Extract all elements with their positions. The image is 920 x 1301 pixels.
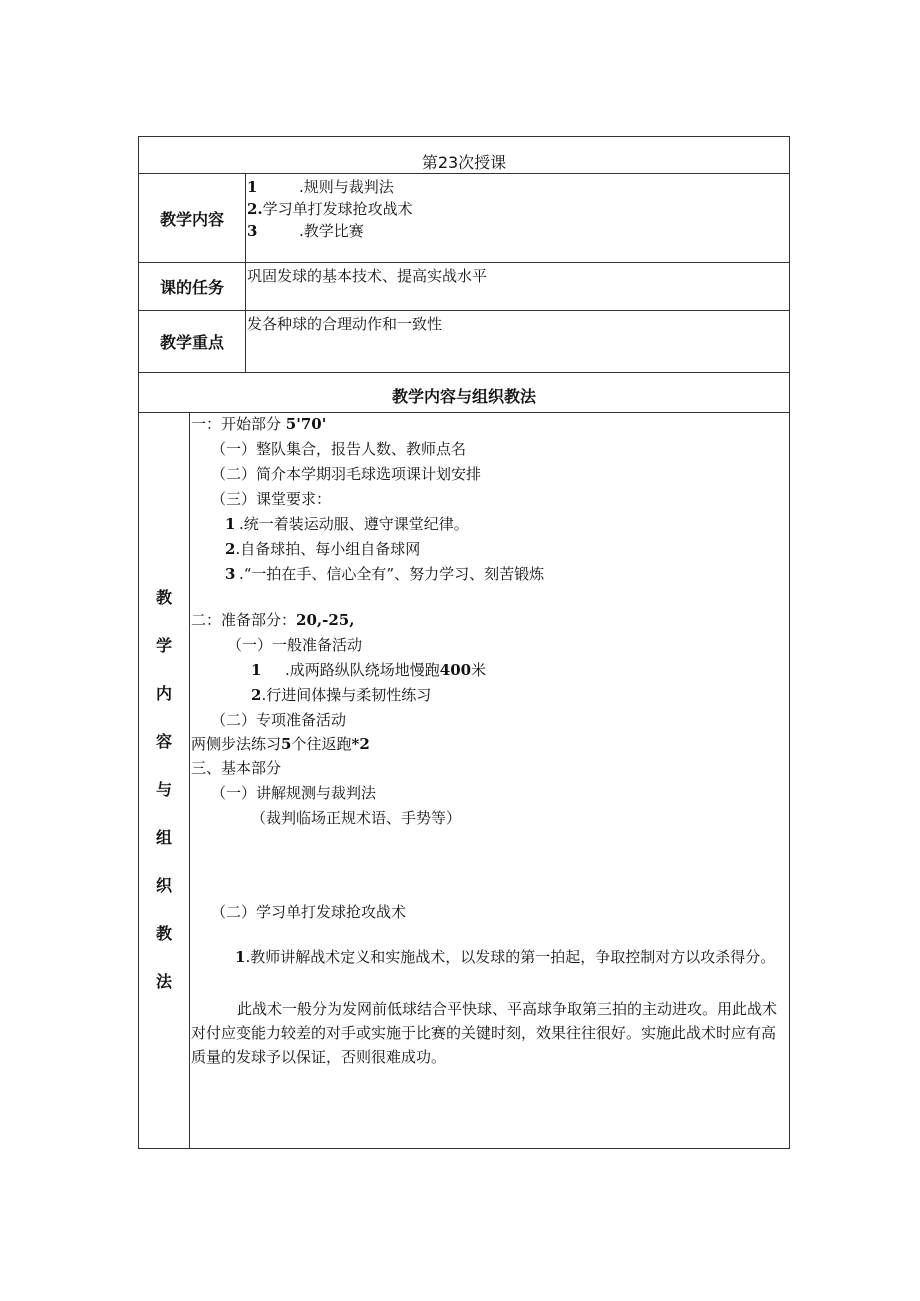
- section-title: 教学内容与组织教法: [391, 387, 536, 406]
- p3-b-para-1: 1.教师讲解战术定义和实施战术，以发球的第一拍起，争取控制对方以攻杀得分。: [235, 948, 776, 966]
- p2-a-1: 1 .成两路纵队绕场地慢跑400米: [251, 661, 487, 679]
- p3-item-b: （二）学习单打发球抢攻战术: [211, 903, 407, 921]
- lesson-title: 第23次授课: [421, 153, 507, 172]
- content-item-1: 1 .规则与裁判法: [247, 178, 394, 196]
- p2-a-2: 2.行进间体操与柔韧性练习: [251, 686, 432, 704]
- side-label-char: 内: [155, 684, 172, 703]
- lesson-plan-table: [138, 136, 790, 1149]
- side-label-char: 法: [155, 972, 172, 991]
- task-row: [139, 263, 789, 311]
- task-label: 课的任务: [139, 263, 246, 310]
- body-divider: [189, 413, 190, 1148]
- content-row: [139, 174, 789, 263]
- key-text: 发各种球的合理动作和一致性: [247, 315, 443, 333]
- part2-heading: 二：准备部分：20,-25,: [191, 611, 355, 629]
- p2-item-a: （一）一般准备活动: [227, 636, 363, 654]
- p1-item-c: （三）课堂要求：: [211, 490, 332, 508]
- key-label: 教学重点: [139, 311, 246, 372]
- main-body: [139, 413, 789, 1148]
- section-title-row: [139, 373, 789, 413]
- side-label-char: 组: [155, 828, 172, 847]
- part1-heading: 一：开始部分 5'70': [191, 415, 327, 433]
- part3-heading: 三、基本部分: [191, 759, 282, 777]
- content-items: [247, 176, 413, 242]
- p1-rule-2: 2.自备球拍、每小组自备球网: [225, 540, 421, 558]
- p3-b-para-2: 此战术一般分为发网前低球结合平快球、平高球争取第三拍的主动进攻。用此战术对付应变能力较差的对手或实施于比赛的关键时刻，效果往往很好。实施此战术时应有高质量的发球予以保证，否则很难成功。: [191, 1000, 778, 1066]
- p3-item-a-note: （裁判临场正规术语、手势等）: [251, 809, 462, 827]
- p2-item-b: （二）专项准备活动: [211, 711, 347, 729]
- side-label-char: 学: [155, 636, 172, 655]
- key-row: [139, 311, 789, 373]
- content-label: 教学内容: [139, 174, 246, 262]
- p3-item-a: （一）讲解规测与裁判法: [211, 784, 377, 802]
- task-text: 巩固发球的基本技术、提高实战水平: [247, 267, 488, 285]
- side-label-char: 容: [155, 732, 172, 751]
- content-item-3: 3 .教学比赛: [247, 222, 364, 240]
- content-item-2: 2.学习单打发球抢攻战术: [247, 200, 413, 218]
- p1-item-a: （一）整队集合，报告人数、教师点名: [211, 440, 467, 458]
- p1-rule-3: 3 .“一拍在手、信心全有”、努力学习、刻苦锻炼: [225, 565, 545, 583]
- p2-b-detail: 两侧步法练习5个往返跑*2: [191, 735, 370, 753]
- side-label-char: 教: [155, 588, 172, 607]
- p1-item-b: （二）简介本学期羽毛球选项课计划安排: [211, 465, 482, 483]
- side-label-char: 教: [155, 924, 172, 943]
- p1-rule-1: 1 .统一着装运动服、遵守课堂纪律。: [225, 515, 469, 533]
- side-label-char: 织: [155, 876, 172, 895]
- side-label-char: 与: [155, 780, 172, 799]
- title-row: [139, 137, 789, 174]
